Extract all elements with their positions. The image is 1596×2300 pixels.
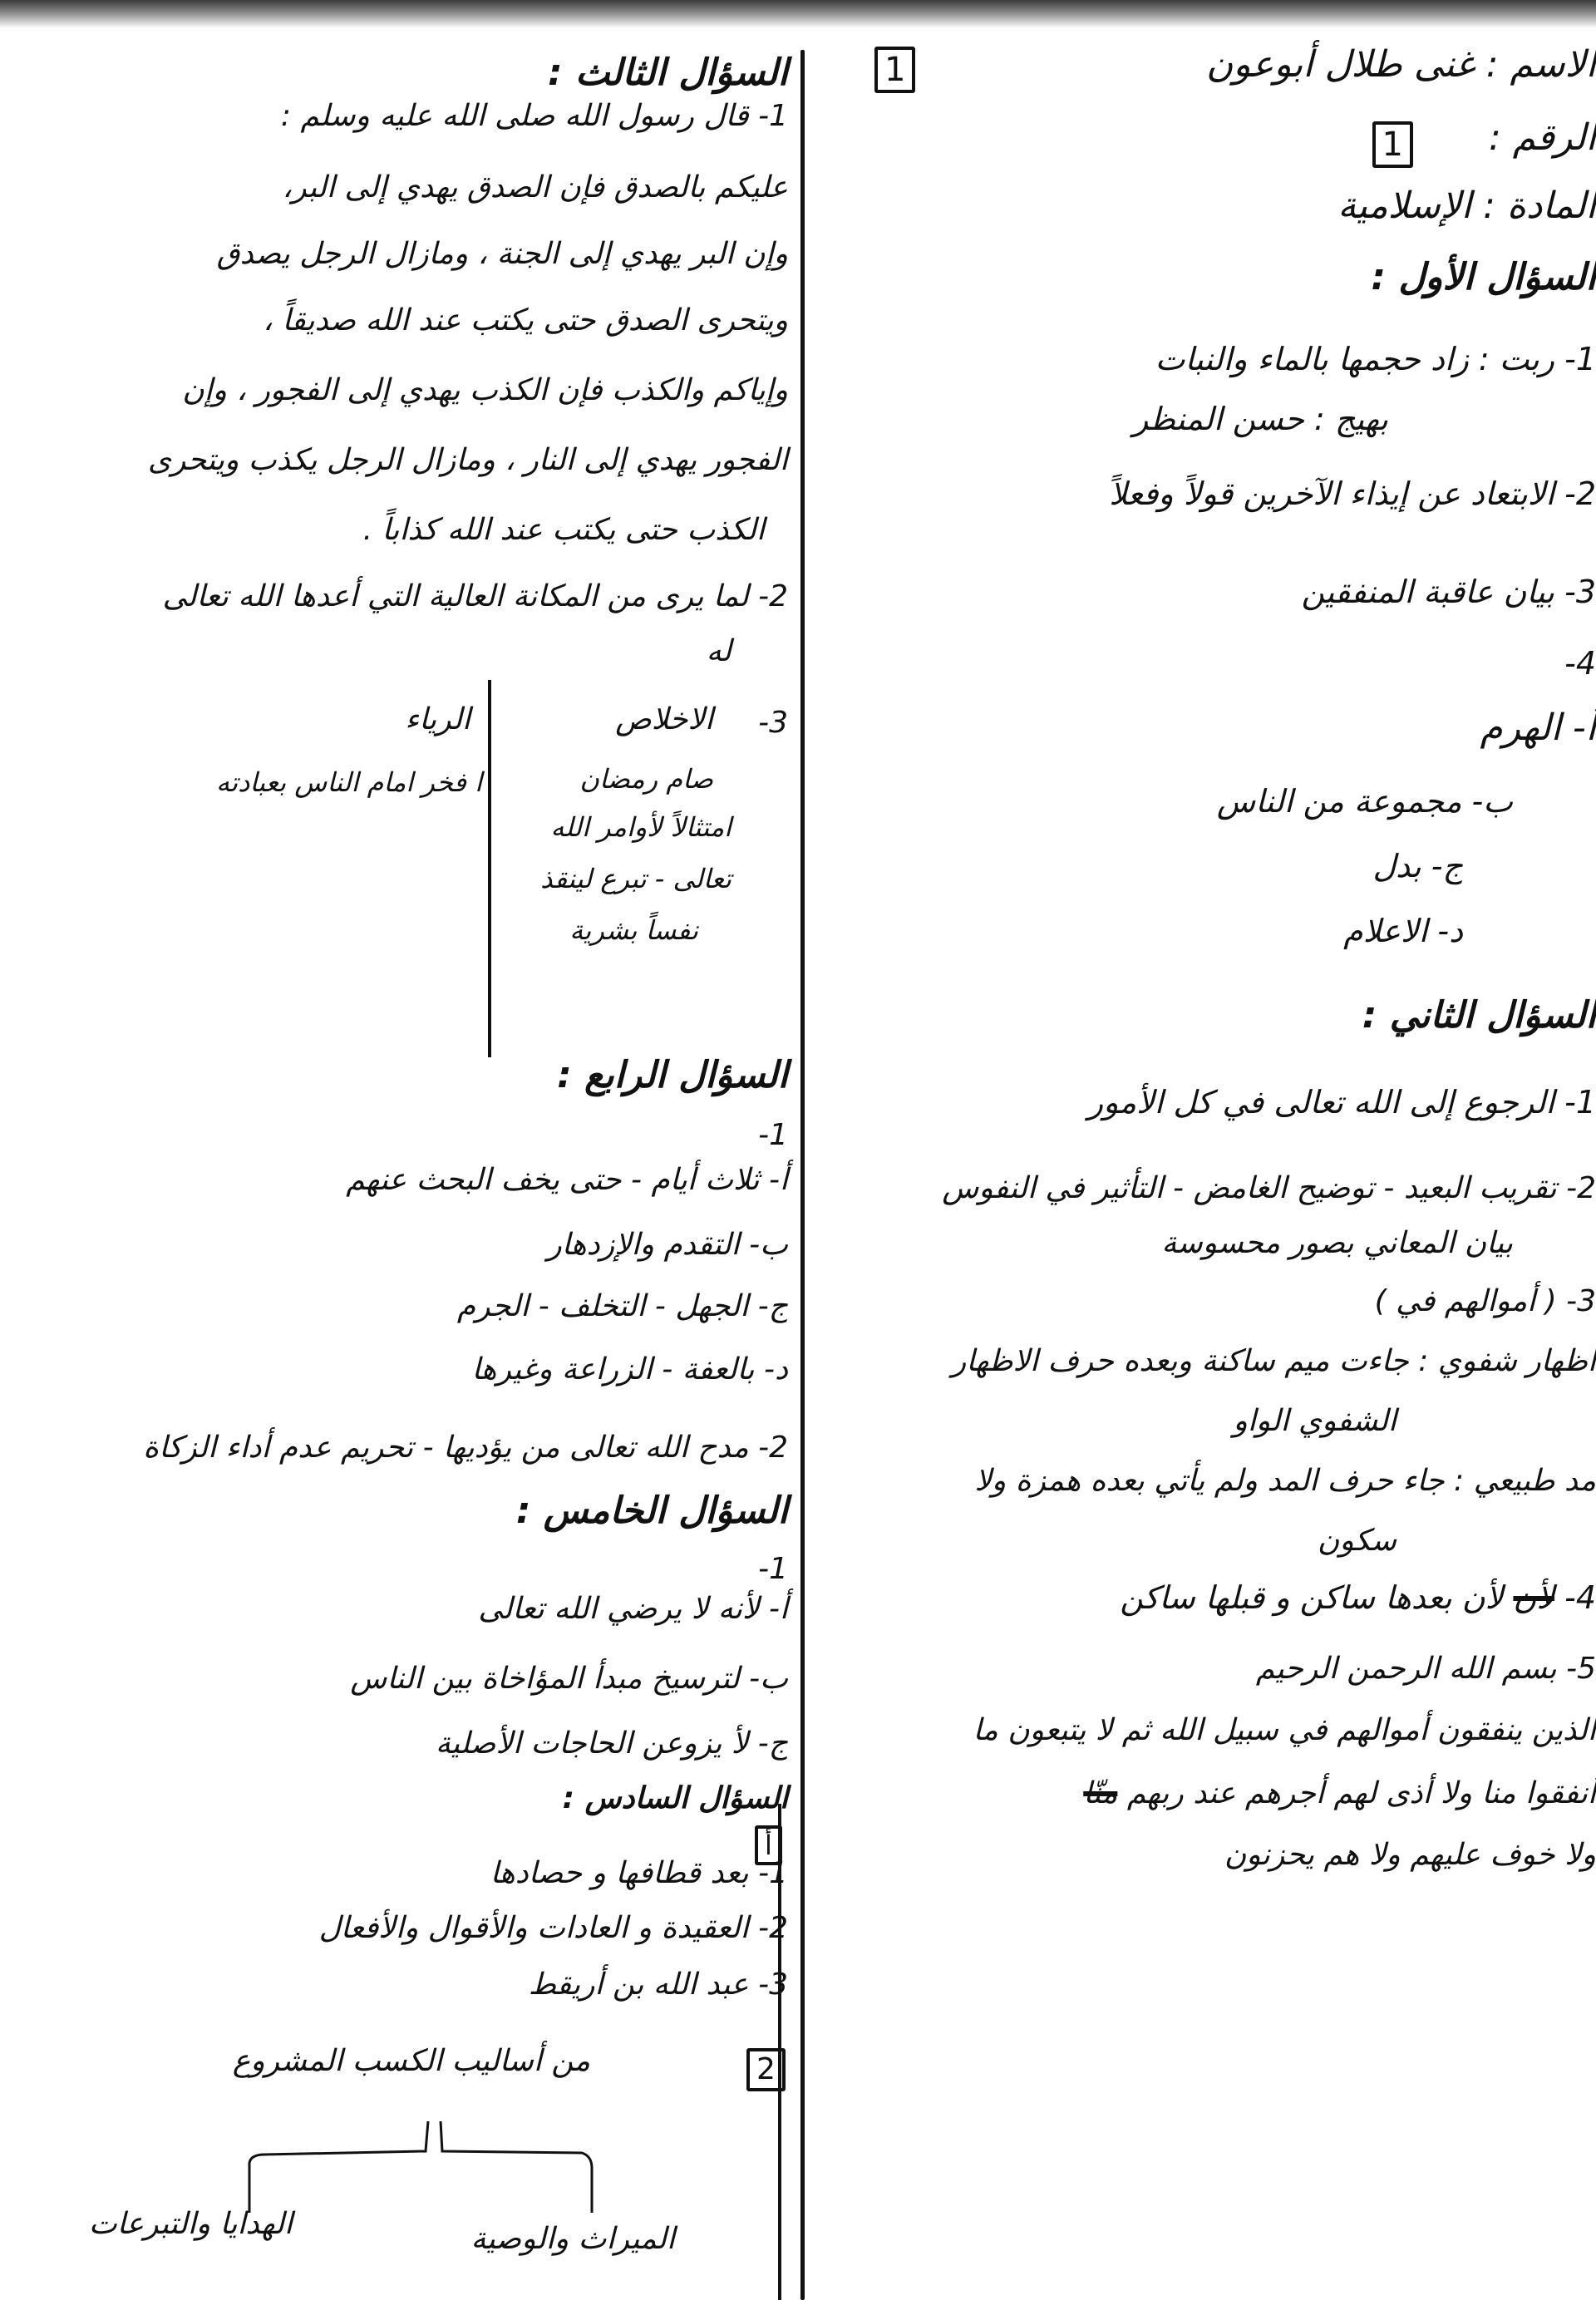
q6-item-2: 2- العقيدة و العادات والأقوال والأفعال (318, 1911, 788, 1945)
q2-item-5: 5- بسم الله الرحمن الرحيم (1255, 1652, 1596, 1686)
q4-item-1b: ب- التقدم والإزدهار (547, 1228, 788, 1262)
q1-item-1a: 1- ربت : زاد حجمها بالماء والنبات (1155, 341, 1596, 377)
q3-hadith-2: وإن البر يهدي إلى الجنة ، ومازال الرجل يصدق (216, 237, 788, 271)
q3-hadith-3: ويتحرى الصدق حتى يكتب عند الله صديقاً ، (263, 303, 788, 337)
q2-item-5c: ولا خوف عليهم ولا هم يحزنون (1224, 1838, 1596, 1872)
ikhlas-line-2: امتثالاً لأوامر الله (550, 811, 732, 843)
ikhlas-line-4: نفساً بشرية (569, 914, 698, 946)
q5-item-1a: أ- لأنه لا يرضي الله تعالى (478, 1592, 788, 1626)
q2-item-3c: مد طبيعي : جاء حرف المد ولم يأتي بعده همزة ولا (974, 1464, 1596, 1498)
riya-line-1: ا فخر امام الناس بعبادته (216, 766, 482, 798)
q3-item-1: 1- قال رسول الله صلى الله عليه وسلم : (280, 99, 788, 133)
q1-item-4: 4- (1564, 645, 1596, 682)
student-number-label: الرقم : (1488, 116, 1596, 159)
q3-hadith-6: الكذب حتى يكتب عند الله كذاباً . (362, 513, 765, 547)
q4-item-2: 2- مدح الله تعالى من يؤديها - تحريم عدم أداء الزكاة (143, 1431, 788, 1465)
q2-item-2a: 2- تقريب البعيد - توضيح الغامض - التأثير في النفوس (942, 1171, 1596, 1205)
student-number-box: 1 (1372, 121, 1413, 168)
q2-item-1: 1- الرجوع إلى الله تعالى في كل الأمور (1087, 1084, 1596, 1120)
q1-item-4c: ج- بدل (1372, 848, 1463, 884)
q1-title: السؤال الأول : (1371, 256, 1596, 298)
q4-item-1d: د- بالعفة - الزراعة وغيرها (471, 1352, 788, 1386)
q1-item-4a: أ- الهرم (1480, 707, 1596, 749)
q5-title: السؤال الخامس : (515, 1490, 788, 1532)
q2-item-3: 3- ( أموالهم في ) (1374, 1284, 1596, 1318)
q6-item-3: 3- عبد الله بن أريقط (528, 1968, 788, 2002)
q6-leaf-inheritance: الميراث والوصية (470, 2222, 675, 2256)
q6-title: السؤال السادس : (562, 1781, 788, 1815)
q6-tree-title: من أساليب الكسب المشروع (232, 2044, 590, 2078)
q4-item-1a: أ- ثلاث أيام - حتى يخف البحث عنهم (346, 1163, 788, 1197)
q6-part-2-box: 2 (746, 2048, 786, 2091)
q3-hadith-5: الفجور يهدي إلى النار ، ومازال الرجل يكذب ويتحرى (147, 443, 788, 477)
page-number-box: 1 (874, 47, 915, 93)
q2-item-3b: الشفوي الواو (1233, 1404, 1396, 1438)
ikhlas-line-3: تعالى - تبرع لينقذ (540, 863, 732, 894)
q2-item-3d: سكون (1317, 1524, 1396, 1558)
q4-item-1: 1- (758, 1118, 788, 1152)
q3-hadith-1: عليكم بالصدق فإن الصدق يهدي إلى البر، (282, 170, 788, 204)
q2-item-4-text: لأن بعدها ساكن و قبلها ساكن (1120, 1579, 1504, 1616)
ikhlas-heading: الاخلاص (615, 702, 713, 736)
q2-title: السؤال الثاني : (1362, 994, 1596, 1037)
q3-title: السؤال الثالث : (548, 52, 788, 94)
q2-item-4-struck: لأن (1513, 1579, 1554, 1616)
q4-item-1c: ج- الجهل - التخلف - الجرم (456, 1289, 788, 1323)
q5-item-1c: ج- لأ يزوعن الحاجات الأصلية (435, 1726, 788, 1761)
student-name: الاسم : غنى طلال أبوعون (1206, 43, 1596, 86)
q1-item-4d: د- الاعلام (1343, 913, 1463, 949)
q2-item-5b-struck: منّا (1083, 1776, 1118, 1810)
q2-item-5a: الذين ينفقون أموالهم في سبيل الله ثم لا يتبعون ما (973, 1713, 1596, 1747)
q2-item-4-prefix: 4- (1564, 1579, 1596, 1616)
q6-part-a-box: أ (755, 1825, 782, 1865)
q5-item-1: 1- (758, 1552, 788, 1586)
q3-hadith-4: وإياكم والكذب فإن الكذب يهدي إلى الفجور ، وإن (182, 373, 788, 407)
q3-item-3: 3- (758, 706, 788, 740)
ikhlas-line-1: صام رمضان (579, 763, 713, 795)
q1-item-1b: بهيج : حسن المنظر (1132, 401, 1388, 437)
q1-item-4b: ب- مجموعة من الناس (1216, 783, 1513, 820)
q1-item-2: 2- الابتعاد عن إيذاء الآخرين قولاً وفعلاً (1109, 475, 1596, 512)
q6-item-1: 1- بعد قطافها و حصادها (490, 1856, 788, 1890)
q4-title: السؤال الرابع : (557, 1054, 788, 1096)
q6-leaf-gifts: الهدايا والتبرعات (88, 2207, 293, 2241)
riya-heading: الرياء (405, 702, 470, 736)
subject: المادة : الإسلامية (1337, 185, 1596, 227)
q3-item-2b: له (706, 634, 732, 668)
q2-item-5b-text: أنفقوا منا ولا أذى لهم أجرهم عند ربهم (1126, 1776, 1596, 1810)
q3-item-2a: 2- لما يرى من المكانة العالية التي أعدها الله تعالى (162, 579, 788, 613)
q5-item-1b: ب- لترسيخ مبدأ المؤاخاة بين الناس (350, 1662, 788, 1696)
q1-item-3: 3- بيان عاقبة المنفقين (1301, 574, 1596, 610)
q2-item-2b: بيان المعاني بصور محسوسة (1161, 1226, 1513, 1260)
q2-item-3a: اظهار شفوي : جاءت ميم ساكنة وبعده حرف الاظهار (951, 1344, 1596, 1378)
